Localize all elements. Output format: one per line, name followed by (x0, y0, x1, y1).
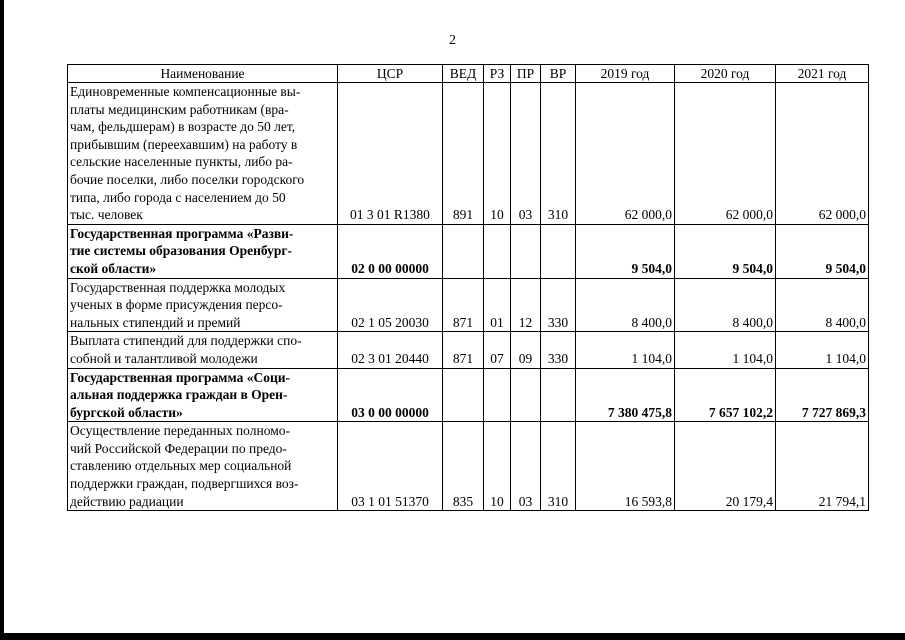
cell-csr: 01 3 01 R1380 (338, 83, 443, 225)
cell-y2020: 62 000,0 (675, 83, 776, 225)
table-row (68, 278, 869, 332)
cell-pr: 03 (511, 83, 541, 225)
row-name-cell (68, 332, 338, 368)
cell-ved: 871 (443, 278, 484, 332)
row-name-cell (68, 83, 338, 225)
table-header-row (68, 65, 869, 83)
cell-rz (484, 368, 511, 422)
row-name-line: прибывшим (переехавшим) на работу в (70, 136, 298, 152)
cell-y2021: 7 727 869,3 (776, 368, 869, 422)
cell-csr: 02 3 01 20440 (338, 332, 443, 368)
table-row (68, 422, 869, 511)
cell-pr: 12 (511, 278, 541, 332)
cell-csr: 02 0 00 00000 (338, 224, 443, 278)
cell-pr (511, 368, 541, 422)
cell-y2019: 1 104,0 (576, 332, 675, 368)
page-number: 2 (449, 33, 456, 48)
row-name-line: альная поддержка граждан в Орен- (70, 387, 288, 403)
row-name-line: бочие поселки, либо поселки городского (70, 171, 305, 187)
cell-csr: 02 1 05 20030 (338, 278, 443, 332)
table-row (68, 332, 869, 368)
cell-y2021: 8 400,0 (776, 278, 869, 332)
cell-vr: 310 (541, 422, 576, 511)
cell-y2020: 7 657 102,2 (675, 368, 776, 422)
cell-vr: 330 (541, 278, 576, 332)
row-name-line: Выплата стипендий для поддержки спо- (70, 333, 302, 349)
row-name-line: поддержки граждан, подвергшихся воз- (70, 476, 299, 492)
header-csr: ЦСР (338, 65, 443, 83)
cell-rz (484, 224, 511, 278)
scan-bottom-edge (0, 633, 905, 640)
cell-rz: 10 (484, 83, 511, 225)
cell-ved (443, 368, 484, 422)
table-row (68, 83, 869, 225)
cell-vr (541, 224, 576, 278)
row-name-line: типа, либо города с населением до 50 (70, 189, 286, 205)
header-name: Наименование (68, 65, 338, 83)
cell-y2019: 8 400,0 (576, 278, 675, 332)
row-name-line: ставлению отдельных мер социальной (70, 458, 292, 474)
table-row (68, 224, 869, 278)
cell-y2019: 9 504,0 (576, 224, 675, 278)
table-body (68, 83, 869, 511)
header-2021: 2021 год (776, 65, 869, 83)
cell-ved: 871 (443, 332, 484, 368)
row-name-line: действию радиации (70, 493, 184, 509)
row-name-line: платы медицинским работникам (вра- (70, 101, 289, 117)
row-name-line: Государственная поддержка молодых (70, 279, 286, 295)
cell-vr: 310 (541, 83, 576, 225)
cell-rz: 01 (484, 278, 511, 332)
cell-y2021: 1 104,0 (776, 332, 869, 368)
header-2020: 2020 год (675, 65, 776, 83)
scan-left-edge (0, 0, 4, 640)
row-name-cell (68, 368, 338, 422)
cell-y2019: 62 000,0 (576, 83, 675, 225)
table-row (68, 368, 869, 422)
cell-pr: 09 (511, 332, 541, 368)
row-name-cell (68, 278, 338, 332)
cell-pr: 03 (511, 422, 541, 511)
row-name-line: тие системы образования Оренбург- (70, 243, 292, 259)
row-name-line: сельские населенные пункты, либо ра- (70, 154, 293, 170)
row-name-line: Государственная программа «Соци- (70, 369, 290, 385)
header-rz: РЗ (484, 65, 511, 83)
row-name-cell (68, 224, 338, 278)
row-name-line: Государственная программа «Разви- (70, 225, 294, 241)
header-vr: ВР (541, 65, 576, 83)
row-name-line: нальных стипендий и премий (70, 314, 241, 330)
row-name-line: собной и талантливой молодежи (70, 350, 258, 366)
cell-y2020: 8 400,0 (675, 278, 776, 332)
row-name-line: ской области» (70, 260, 157, 276)
row-name-cell (68, 422, 338, 511)
row-name-line: чам, фельдшерам) в возрасте до 50 лет, (70, 119, 296, 135)
row-name-line: Осуществление переданных полномо- (70, 423, 290, 439)
cell-y2020: 20 179,4 (675, 422, 776, 511)
cell-ved (443, 224, 484, 278)
cell-y2021: 62 000,0 (776, 83, 869, 225)
budget-table (67, 64, 869, 511)
row-name-line: ученых в форме присуждения персо- (70, 297, 283, 313)
cell-rz: 07 (484, 332, 511, 368)
header-ved: ВЕД (443, 65, 484, 83)
cell-vr (541, 368, 576, 422)
cell-rz: 10 (484, 422, 511, 511)
row-name-line: тыс. человек (70, 207, 143, 223)
row-name-line: бургской области» (70, 404, 183, 420)
cell-y2021: 21 794,1 (776, 422, 869, 511)
cell-y2019: 7 380 475,8 (576, 368, 675, 422)
cell-ved: 835 (443, 422, 484, 511)
header-2019: 2019 год (576, 65, 675, 83)
cell-y2021: 9 504,0 (776, 224, 869, 278)
cell-y2020: 9 504,0 (675, 224, 776, 278)
cell-ved: 891 (443, 83, 484, 225)
cell-y2019: 16 593,8 (576, 422, 675, 511)
cell-vr: 330 (541, 332, 576, 368)
row-name-line: Единовременные компенсационные вы- (70, 84, 301, 99)
cell-csr: 03 1 01 51370 (338, 422, 443, 511)
cell-y2020: 1 104,0 (675, 332, 776, 368)
cell-pr (511, 224, 541, 278)
header-pr: ПР (511, 65, 541, 83)
cell-csr: 03 0 00 00000 (338, 368, 443, 422)
row-name-line: чий Российской Федерации по предо- (70, 440, 287, 456)
